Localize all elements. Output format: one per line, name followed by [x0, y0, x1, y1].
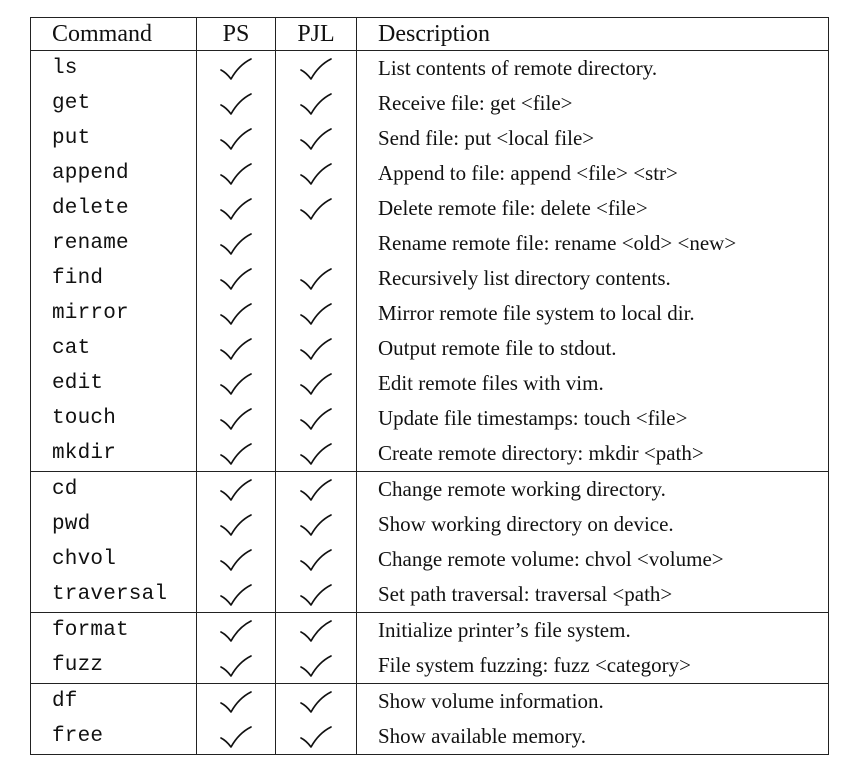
- table-row: [31, 507, 829, 542]
- command-table: [30, 17, 829, 755]
- checkmark-icon: [219, 444, 253, 461]
- table-row: [31, 684, 829, 720]
- command-cell: touch: [31, 401, 197, 436]
- pjl-support-cell: [276, 51, 357, 87]
- table-row: [31, 191, 829, 226]
- checkmark-icon: [299, 444, 333, 461]
- checkmark-icon: [299, 269, 333, 286]
- ps-support-cell: [197, 226, 276, 261]
- pjl-support-cell: [276, 296, 357, 331]
- table-row: [31, 719, 829, 755]
- checkmark-icon: [219, 374, 253, 391]
- checkmark-icon: [219, 409, 253, 426]
- description-cell: Receive file: get <file>: [357, 86, 829, 121]
- checkmark-icon: [219, 269, 253, 286]
- checkmark-icon: [299, 480, 333, 497]
- pjl-support-cell: [276, 226, 357, 261]
- pjl-support-cell: [276, 366, 357, 401]
- checkmark-icon: [299, 550, 333, 567]
- checkmark-icon: [299, 727, 333, 744]
- header-pjl: PJL: [276, 18, 357, 51]
- command-cell: find: [31, 261, 197, 296]
- command-cell: traversal: [31, 577, 197, 613]
- description-cell: Show volume information.: [357, 684, 829, 720]
- checkmark-icon: [299, 59, 333, 76]
- command-cell: cd: [31, 472, 197, 508]
- ps-support-cell: [197, 191, 276, 226]
- table-row: [31, 613, 829, 649]
- description-cell: Show working directory on device.: [357, 507, 829, 542]
- checkmark-icon: [219, 515, 253, 532]
- table-row: [31, 121, 829, 156]
- header-command: Command: [31, 18, 197, 51]
- checkmark-icon: [219, 199, 253, 216]
- checkmark-icon: [299, 409, 333, 426]
- description-cell: Append to file: append <file> <str>: [357, 156, 829, 191]
- header-ps: PS: [197, 18, 276, 51]
- ps-support-cell: [197, 121, 276, 156]
- ps-support-cell: [197, 719, 276, 755]
- table-row: [31, 436, 829, 472]
- checkmark-icon: [219, 550, 253, 567]
- table-header: [31, 18, 829, 51]
- pjl-support-cell: [276, 401, 357, 436]
- checkmark-icon: [299, 515, 333, 532]
- header-row: [31, 18, 829, 51]
- pjl-support-cell: [276, 577, 357, 613]
- command-cell: pwd: [31, 507, 197, 542]
- description-cell: File system fuzzing: fuzz <category>: [357, 648, 829, 684]
- ps-support-cell: [197, 684, 276, 720]
- checkmark-icon: [219, 304, 253, 321]
- checkmark-icon: [219, 339, 253, 356]
- checkmark-icon: [219, 94, 253, 111]
- description-cell: Change remote volume: chvol <volume>: [357, 542, 829, 577]
- table-row: [31, 331, 829, 366]
- description-cell: Send file: put <local file>: [357, 121, 829, 156]
- table-row: [31, 226, 829, 261]
- description-cell: Edit remote files with vim.: [357, 366, 829, 401]
- ps-support-cell: [197, 542, 276, 577]
- description-cell: Create remote directory: mkdir <path>: [357, 436, 829, 472]
- ps-support-cell: [197, 613, 276, 649]
- ps-support-cell: [197, 401, 276, 436]
- ps-support-cell: [197, 51, 276, 87]
- checkmark-icon: [299, 129, 333, 146]
- command-cell: chvol: [31, 542, 197, 577]
- description-cell: List contents of remote directory.: [357, 51, 829, 87]
- pjl-support-cell: [276, 156, 357, 191]
- pjl-support-cell: [276, 86, 357, 121]
- command-cell: fuzz: [31, 648, 197, 684]
- checkmark-icon: [219, 480, 253, 497]
- checkmark-icon: [219, 692, 253, 709]
- command-cell: ls: [31, 51, 197, 87]
- command-cell: mkdir: [31, 436, 197, 472]
- ps-support-cell: [197, 436, 276, 472]
- command-cell: put: [31, 121, 197, 156]
- ps-support-cell: [197, 366, 276, 401]
- pjl-support-cell: [276, 472, 357, 508]
- description-cell: Update file timestamps: touch <file>: [357, 401, 829, 436]
- checkmark-icon: [299, 339, 333, 356]
- ps-support-cell: [197, 86, 276, 121]
- command-cell: append: [31, 156, 197, 191]
- command-cell: get: [31, 86, 197, 121]
- table-row: [31, 401, 829, 436]
- command-cell: delete: [31, 191, 197, 226]
- description-cell: Show available memory.: [357, 719, 829, 755]
- description-cell: Output remote file to stdout.: [357, 331, 829, 366]
- table-row: [31, 156, 829, 191]
- pjl-support-cell: [276, 191, 357, 226]
- checkmark-icon: [299, 94, 333, 111]
- checkmark-icon: [219, 585, 253, 602]
- ps-support-cell: [197, 156, 276, 191]
- checkmark-icon: [299, 621, 333, 638]
- command-cell: cat: [31, 331, 197, 366]
- description-cell: Rename remote file: rename <old> <new>: [357, 226, 829, 261]
- checkmark-icon: [299, 585, 333, 602]
- checkmark-icon: [219, 727, 253, 744]
- table-row: [31, 86, 829, 121]
- table-row: [31, 648, 829, 684]
- pjl-support-cell: [276, 684, 357, 720]
- table-row: [31, 261, 829, 296]
- table-row: [31, 577, 829, 613]
- command-cell: rename: [31, 226, 197, 261]
- checkmark-icon: [299, 656, 333, 673]
- pjl-support-cell: [276, 613, 357, 649]
- description-cell: Recursively list directory contents.: [357, 261, 829, 296]
- pjl-support-cell: [276, 121, 357, 156]
- table-row: [31, 51, 829, 87]
- header-description: Description: [357, 18, 829, 51]
- checkmark-icon: [299, 199, 333, 216]
- checkmark-icon: [299, 374, 333, 391]
- pjl-support-cell: [276, 542, 357, 577]
- pjl-support-cell: [276, 331, 357, 366]
- description-cell: Initialize printer’s file system.: [357, 613, 829, 649]
- ps-support-cell: [197, 648, 276, 684]
- checkmark-icon: [219, 164, 253, 181]
- checkmark-icon: [219, 129, 253, 146]
- ps-support-cell: [197, 296, 276, 331]
- table-row: [31, 296, 829, 331]
- checkmark-icon: [299, 692, 333, 709]
- checkmark-icon: [219, 656, 253, 673]
- checkmark-icon: [219, 234, 253, 251]
- ps-support-cell: [197, 507, 276, 542]
- ps-support-cell: [197, 577, 276, 613]
- ps-support-cell: [197, 472, 276, 508]
- ps-support-cell: [197, 261, 276, 296]
- pjl-support-cell: [276, 507, 357, 542]
- table-row: [31, 366, 829, 401]
- description-cell: Mirror remote file system to local dir.: [357, 296, 829, 331]
- description-cell: Set path traversal: traversal <path>: [357, 577, 829, 613]
- command-cell: mirror: [31, 296, 197, 331]
- command-cell: df: [31, 684, 197, 720]
- pjl-support-cell: [276, 719, 357, 755]
- table-body: [31, 51, 829, 755]
- pjl-support-cell: [276, 648, 357, 684]
- checkmark-icon: [299, 164, 333, 181]
- ps-support-cell: [197, 331, 276, 366]
- description-cell: Delete remote file: delete <file>: [357, 191, 829, 226]
- pjl-support-cell: [276, 436, 357, 472]
- checkmark-icon: [219, 621, 253, 638]
- description-cell: Change remote working directory.: [357, 472, 829, 508]
- table-row: [31, 472, 829, 508]
- checkmark-icon: [219, 59, 253, 76]
- table-row: [31, 542, 829, 577]
- pjl-support-cell: [276, 261, 357, 296]
- command-cell: free: [31, 719, 197, 755]
- command-cell: edit: [31, 366, 197, 401]
- command-cell: format: [31, 613, 197, 649]
- checkmark-icon: [299, 304, 333, 321]
